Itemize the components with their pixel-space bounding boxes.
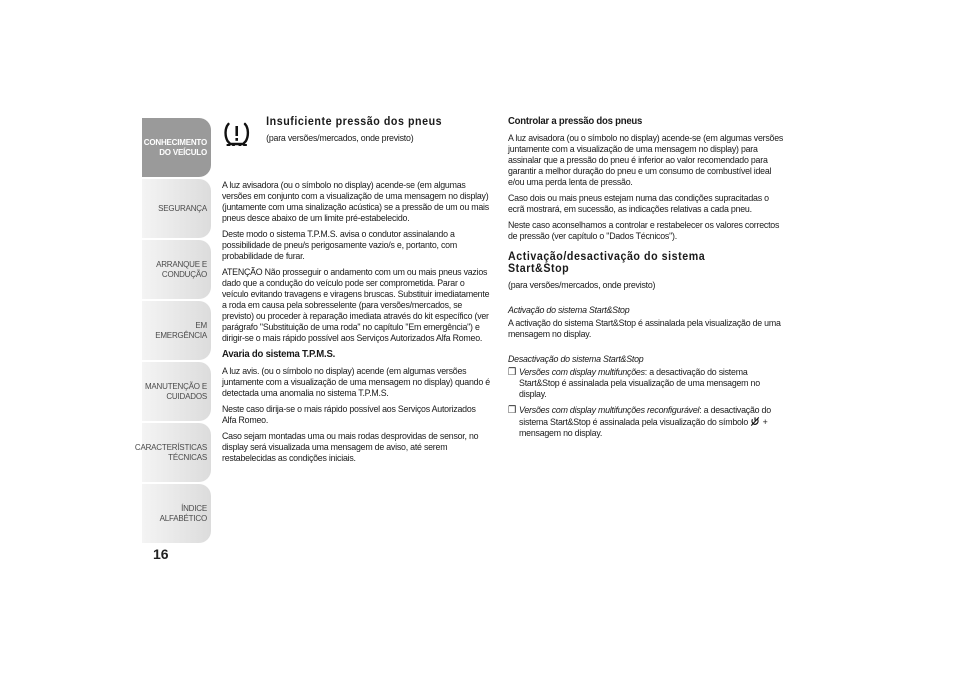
paragraph: A activação do sistema Start&Stop é assinalada pela visualização de uma mensagem no display. bbox=[508, 318, 781, 340]
paragraph: A luz avis. (ou o símbolo no display) acende (em algumas versões juntamente com a visualização de uma mensagem no display) quando é detectada uma anomalia no sistema T.P.M.S. bbox=[222, 366, 490, 399]
start-stop-heading: Activação/desactivação do sistema Start&Stop bbox=[508, 250, 706, 275]
right-column bbox=[508, 116, 784, 444]
tire-pressure-title: Insuficiente pressão dos pneus bbox=[266, 115, 443, 128]
tab-seguranca[interactable]: SEGURANÇA bbox=[142, 179, 211, 238]
list-item-label: Versões com display multifunções reconfigurável bbox=[519, 405, 700, 416]
tire-pressure-section-header bbox=[222, 116, 491, 180]
list-item-text: : a desactivação do sistema Start&Stop é assinalada pela visualização de uma mensagem no display. bbox=[519, 367, 760, 400]
start-stop-off-icon bbox=[750, 416, 760, 427]
activation-subheading: Activação do sistema Start&Stop bbox=[508, 305, 630, 316]
tab-caracteristicas-tecnicas[interactable]: CARACTERÍSTICAS TÉCNICAS bbox=[142, 423, 211, 482]
check-pressure-heading: Controlar a pressão dos pneus bbox=[508, 116, 643, 127]
start-stop-subtitle: (para versões/mercados, onde previsto) bbox=[508, 280, 656, 291]
tire-pressure-warning-icon bbox=[222, 118, 251, 150]
tab-conhecimento-do-veiculo[interactable]: CONHECIMENTO DO VEÍCULO bbox=[142, 118, 211, 177]
left-column bbox=[222, 116, 491, 469]
tab-manutencao-e-cuidados[interactable]: MANUTENÇÃO E CUIDADOS bbox=[142, 362, 211, 421]
warning-paragraph: ATENÇÃO Não prosseguir o andamento com um ou mais pneus vazios dado que a condução do veículo pode ser comprometida. Parar o veículo evitando travagens e viragens bruscas. Substituir imediatamente a roda em causa pela sobresselente (para versões/mercados, se previsto) ou proceder à reparação imediata através do kit específico (ver parágrafo "Substituição de uma roda" no capítulo "Em emergência") e dirigir-se o mais rápido possível aos Serviços Autorizados Alfa Romeo. bbox=[222, 267, 490, 344]
chapter-sidebar bbox=[134, 118, 211, 545]
list-item-text: : a desactivação do sistema Start&Stop é assinalada pela visualização do símbolo bbox=[519, 405, 771, 428]
tab-arranque-e-conducao[interactable]: ARRANQUE E CONDUÇÃO bbox=[142, 240, 211, 299]
paragraph: Caso sejam montadas uma ou mais rodas desprovidas de sensor, no display será visualizada uma mensagem de aviso, até serem restabelecidas as condições iniciais. bbox=[222, 431, 479, 464]
checkbox-bullet-icon: ❒ bbox=[508, 405, 517, 416]
list-item bbox=[508, 405, 784, 439]
list-item-label: Versões com display multifunções bbox=[519, 367, 645, 378]
tab-indice-alfabetico[interactable]: ÍNDICE ALFABÉTICO bbox=[142, 484, 211, 543]
tab-em-emergencia[interactable]: EM EMERGÊNCIA bbox=[142, 301, 211, 360]
paragraph: Deste modo o sistema T.P.M.S. avisa o condutor assinalando a possibilidade de pneu/s perigosamente vazio/s e, portanto, com probabilidade de furar. bbox=[222, 229, 457, 262]
paragraph: Neste caso aconselhamos a controlar e restabelecer os valores correctos de pressão (ver capítulo o "Dados Técnicos"). bbox=[508, 220, 780, 242]
deactivation-subheading: Desactivação do sistema Start&Stop bbox=[508, 354, 644, 365]
page-number: 16 bbox=[153, 546, 169, 562]
checkbox-bullet-icon: ❒ bbox=[508, 367, 517, 378]
tire-pressure-subtitle: (para versões/mercados, onde previsto) bbox=[266, 133, 414, 144]
paragraph: A luz avisadora (ou o símbolo no display) acende-se (em algumas versões juntamente com a visualização de uma mensagem no display) para assinalar que a pressão do pneu é inferior ao valor recomendado para garantir a melhor duração do pneu e um consumo de combustível ideal e/ou uma perda lenta de pressão. bbox=[508, 133, 784, 188]
tpms-fault-heading: Avaria do sistema T.P.M.S. bbox=[222, 349, 336, 360]
paragraph: A luz avisadora (ou o símbolo no display) acende-se (em algumas versões em conjunto com a visualização de uma mensagem no display) (juntamente com uma sinalização acústica) se a pressão de um ou mais pneus desce abaixo de um limite pré-estabelecido. bbox=[222, 180, 489, 224]
list-item bbox=[508, 367, 784, 400]
list-item-text-end: + mensagem no display. bbox=[519, 417, 768, 439]
paragraph: Neste caso dirija-se o mais rápido possível aos Serviços Autorizados Alfa Romeo. bbox=[222, 404, 476, 426]
paragraph: Caso dois ou mais pneus estejam numa das condições supracitadas o ecrã mostrará, em sucessão, as indicações relativas a cada pneu. bbox=[508, 193, 769, 215]
